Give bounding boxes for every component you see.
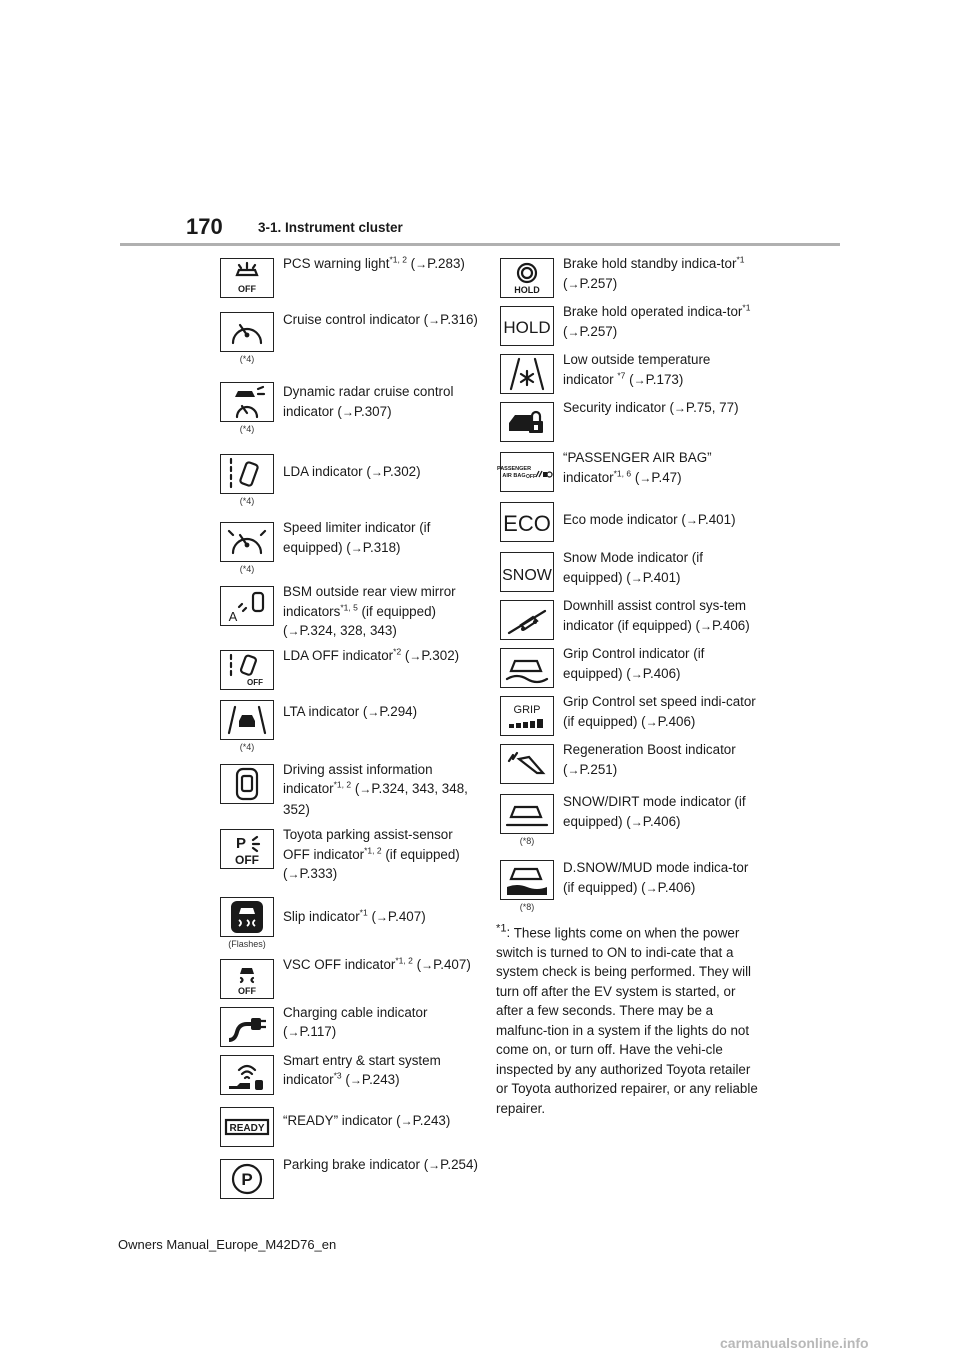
indicator-label: PCS warning light bbox=[283, 256, 390, 271]
dynamic-radar-cruise-icon bbox=[220, 382, 274, 422]
driving-assist-info-icon bbox=[220, 764, 274, 804]
downhill-assist-icon bbox=[500, 600, 554, 640]
dsnow-mud-icon bbox=[500, 860, 554, 900]
indicator-description: VSC OFF indicator$^{*1, 2}$ (→P.407) bbox=[283, 955, 471, 972]
indicator-row bbox=[216, 1003, 478, 1047]
indicator-label: Cruise control indicator bbox=[283, 312, 420, 327]
slip-icon bbox=[220, 897, 274, 937]
footnote-ref: *2 bbox=[393, 646, 402, 657]
indicator-description: PCS warning light$^{*1, 2}$ (→P.283) bbox=[283, 254, 465, 271]
indicator-row bbox=[496, 692, 758, 736]
arrow-icon: → bbox=[367, 704, 380, 719]
svg-text:OFF: OFF bbox=[238, 985, 256, 996]
arrow-icon: → bbox=[428, 313, 441, 327]
arrow-icon: → bbox=[287, 1025, 300, 1039]
page-reference-link[interactable]: P.406 bbox=[657, 879, 691, 895]
icon-note: (*4) bbox=[239, 564, 255, 574]
indicator-row bbox=[216, 254, 478, 298]
svg-text:OFF: OFF bbox=[526, 474, 536, 480]
arrow-icon: → bbox=[375, 909, 388, 924]
page-reference-link[interactable]: P.307 bbox=[353, 403, 388, 419]
indicator-description: LTA indicator (→P.294) bbox=[283, 703, 418, 719]
footnote-text: These lights come on when the power switch is turned to ON to indi-cate that a system check is being performed. They will turn off after the EV system is started, or after a few seconds. There may be a malfunc-tion in a system if the lights do not come on, or turn off. Have the vehi-cle inspected by any authorized Toyota retailer or Toyota authorized repairer, or any reliable repairer. bbox=[496, 925, 758, 1116]
indicator-label: Downhill assist control sys-tem indicator (if equipped) bbox=[563, 598, 747, 633]
indicator-description: SNOW/DIRT mode indicator (if equipped) (→P.406) bbox=[563, 794, 746, 829]
lda-icon bbox=[220, 454, 274, 494]
arrow-icon: → bbox=[287, 624, 300, 638]
page-reference-link[interactable]: P.406 bbox=[711, 617, 746, 633]
indicator-label: LDA indicator bbox=[283, 464, 363, 479]
svg-text:OFF: OFF bbox=[235, 853, 259, 867]
lda-off-icon bbox=[220, 650, 274, 690]
indicator-row bbox=[216, 450, 478, 506]
bsm-mirror-icon bbox=[220, 586, 274, 626]
page-reference-link[interactable]: P.333 bbox=[299, 866, 333, 881]
footnote-ref: *1, 6 bbox=[613, 468, 632, 479]
page-reference-link[interactable]: P.406 bbox=[642, 813, 677, 829]
regeneration-boost-icon bbox=[500, 744, 554, 784]
indicator-label: Eco mode indicator bbox=[563, 512, 678, 527]
icon-note: (*4) bbox=[239, 741, 255, 752]
indicator-description: BSM outside rear view mirror indicators$^{*1, 5}$ (if equipped) (→P.324, 328, 343) bbox=[283, 584, 456, 638]
page-reference-link[interactable]: P.243 bbox=[412, 1112, 446, 1128]
charging-cable-icon bbox=[220, 1007, 274, 1047]
arrow-icon: → bbox=[428, 1157, 441, 1172]
indicator-description: Toyota parking assist-sensor OFF indicator$^{*1, 2}$ (if equipped) (→P.333) bbox=[283, 827, 460, 881]
arrow-icon: → bbox=[370, 465, 383, 479]
indicator-label: Regeneration Boost indicator bbox=[563, 742, 736, 757]
indicator-row bbox=[216, 1103, 478, 1147]
icon-note: (Flashes) bbox=[228, 938, 266, 949]
indicator-description: Regeneration Boost indicator (→P.251) bbox=[563, 742, 736, 777]
indicator-label: Parking brake indicator bbox=[283, 1156, 420, 1172]
indicator-label: “READY” indicator bbox=[283, 1112, 393, 1128]
indicator-row bbox=[496, 498, 758, 542]
indicator-description: Slip indicator$^{*1}$ (→P.407) bbox=[283, 907, 426, 924]
page-reference-link[interactable]: P.251 bbox=[579, 761, 613, 777]
left-column bbox=[216, 254, 478, 1199]
indicator-row bbox=[216, 893, 478, 949]
svg-text:AIR BAG: AIR BAG bbox=[502, 473, 526, 479]
footnote-ref: *1 bbox=[742, 302, 751, 313]
footnote-ref: *7 bbox=[617, 370, 626, 381]
indicator-label: LTA indicator bbox=[283, 703, 360, 719]
indicator-description: Snow Mode indicator (if equipped) (→P.401) bbox=[563, 550, 703, 585]
indicator-row bbox=[216, 955, 478, 999]
indicator-description: Brake hold standby indica-tor$^{*1}$ (→P.257) bbox=[563, 254, 745, 291]
page-reference-link[interactable]: P.401 bbox=[697, 512, 732, 527]
indicator-description: Driving assist information indicator$^{*1, 2}$ (→P.324, 343, 348, 352) bbox=[283, 761, 468, 817]
snow-mode-icon bbox=[500, 552, 554, 592]
page-reference-link[interactable]: P.401 bbox=[642, 569, 677, 585]
indicator-row bbox=[216, 308, 478, 364]
speed-limiter-icon bbox=[220, 522, 274, 562]
brake-hold-standby-icon bbox=[500, 258, 554, 298]
indicator-row bbox=[216, 696, 478, 752]
footnote-ref: *1, 2 bbox=[395, 955, 413, 966]
page-reference-link[interactable]: P.257 bbox=[579, 323, 613, 339]
indicator-description: Dynamic radar cruise control indicator (→P.307) bbox=[283, 384, 454, 419]
indicator-row bbox=[496, 856, 758, 912]
section-title: 3-1. Instrument cluster bbox=[258, 220, 403, 235]
arrow-icon: → bbox=[421, 957, 434, 972]
page-reference-link[interactable]: P.117 bbox=[299, 1024, 332, 1039]
parking-brake-icon bbox=[220, 1159, 274, 1199]
indicator-label: Charging cable indicator bbox=[283, 1004, 428, 1020]
indicator-label: Speed limiter indicator (if equipped) bbox=[283, 520, 431, 555]
indicator-label: D.SNOW/MUD mode indica-tor (if equipped) bbox=[563, 860, 749, 895]
snow-dirt-icon bbox=[500, 794, 554, 834]
arrow-icon: → bbox=[645, 714, 658, 729]
watermark: carmanualsonline.info bbox=[720, 1335, 869, 1351]
indicator-label: SNOW/DIRT mode indicator (if equipped) bbox=[563, 794, 746, 829]
right-column bbox=[496, 254, 758, 1118]
page-reference-link[interactable]: P.407 bbox=[387, 908, 422, 924]
footnote-ref: *1, 2 bbox=[364, 845, 382, 856]
indicator-row bbox=[496, 596, 758, 640]
indicator-description: D.SNOW/MUD mode indica-tor (if equipped) (→P.406) bbox=[563, 860, 749, 895]
page-reference-link[interactable]: P.406 bbox=[642, 665, 677, 681]
icon-note: (*4) bbox=[239, 424, 255, 434]
footnote-ref: *1, 5 bbox=[340, 602, 358, 613]
arrow-icon: → bbox=[409, 648, 422, 663]
indicator-description: Security indicator (→P.75, 77) bbox=[563, 400, 739, 415]
pcs-warning-icon bbox=[220, 258, 274, 298]
indicator-label: Slip indicator bbox=[283, 908, 360, 924]
indicator-row bbox=[496, 302, 758, 346]
security-icon bbox=[500, 402, 554, 442]
indicator-row bbox=[496, 790, 758, 846]
indicator-description: Brake hold operated indica-tor$^{*1}$ (→P.257) bbox=[563, 302, 751, 339]
arrow-icon: → bbox=[633, 372, 646, 387]
indicator-label: Security indicator bbox=[563, 400, 666, 415]
page-reference-link[interactable]: P.75, 77 bbox=[685, 400, 735, 415]
footnote-ref: *1 bbox=[359, 907, 368, 918]
page-reference-link[interactable]: P.254 bbox=[440, 1156, 474, 1172]
page-reference-link[interactable]: P.173 bbox=[645, 371, 679, 387]
indicator-description: “PASSENGER AIR BAG” indicator$^{*1, 6}$ (→P.47) bbox=[563, 450, 712, 485]
indicator-label: “PASSENGER AIR BAG” indicator bbox=[563, 450, 712, 485]
indicator-row bbox=[216, 1155, 478, 1199]
indicator-description: Charging cable indicator (→P.117) bbox=[283, 1004, 428, 1039]
smart-entry-icon bbox=[220, 1055, 274, 1095]
vsc-off-icon bbox=[220, 959, 274, 999]
footnote-ref: *1, 2 bbox=[333, 779, 352, 790]
header-rule bbox=[120, 243, 840, 246]
icon-note: (*4) bbox=[239, 496, 255, 506]
icon-note: (*8) bbox=[519, 836, 535, 846]
page-reference-link[interactable]: P.283 bbox=[427, 256, 461, 271]
page-reference-link[interactable]: P.257 bbox=[579, 275, 613, 291]
indicator-description: Downhill assist control sys-tem indicator (if equipped) (→P.406) bbox=[563, 598, 750, 633]
indicator-row bbox=[496, 398, 758, 442]
indicator-row bbox=[496, 448, 758, 492]
page-reference-link[interactable]: P.47 bbox=[651, 469, 678, 485]
indicator-description: “READY” indicator (→P.243) bbox=[283, 1112, 451, 1128]
page-reference-link[interactable]: P.324, 328, 343 bbox=[299, 623, 393, 638]
arrow-icon: → bbox=[645, 880, 658, 895]
indicator-label: Smart entry & start system indicator bbox=[283, 1052, 441, 1087]
page-reference-link[interactable]: P.324, 343, 348, 352 bbox=[283, 781, 468, 817]
svg-text:ECO: ECO bbox=[503, 511, 551, 536]
arrow-icon: → bbox=[699, 618, 712, 633]
grip-speed-icon bbox=[500, 696, 554, 736]
indicator-label-suffix: (if equipped) bbox=[357, 603, 436, 619]
icon-note: (*4) bbox=[239, 354, 255, 364]
grip-control-icon bbox=[500, 648, 554, 688]
indicator-label: LDA OFF indicator bbox=[283, 647, 394, 663]
footnote-ref: *1, 2 bbox=[389, 254, 407, 265]
svg-text:HOLD: HOLD bbox=[503, 318, 551, 337]
arrow-icon: → bbox=[349, 1073, 362, 1087]
page-reference-link[interactable]: P.318 bbox=[362, 539, 397, 555]
page-reference-link[interactable]: P.294 bbox=[379, 703, 413, 719]
page-reference-link[interactable]: P.243 bbox=[361, 1072, 396, 1087]
indicator-label: Brake hold operated indica-tor bbox=[563, 304, 743, 319]
arrow-icon: → bbox=[639, 470, 652, 485]
svg-text:SNOW: SNOW bbox=[502, 567, 552, 584]
lta-icon bbox=[220, 700, 274, 740]
page-reference-link[interactable]: P.316 bbox=[440, 312, 474, 327]
indicator-row bbox=[496, 644, 758, 688]
indicator-description: LDA indicator (→P.302) bbox=[283, 464, 421, 479]
indicator-label: Brake hold standby indica-tor bbox=[563, 256, 737, 271]
page-reference-link[interactable]: P.407 bbox=[433, 956, 467, 972]
svg-text:HOLD: HOLD bbox=[514, 285, 540, 295]
svg-text:P: P bbox=[235, 835, 247, 852]
indicator-label: Snow Mode indicator (if equipped) bbox=[563, 550, 703, 585]
indicator-row bbox=[216, 378, 478, 434]
svg-text:OFF: OFF bbox=[238, 284, 256, 294]
indicator-description: LDA OFF indicator$^{*2}$ (→P.302) bbox=[283, 646, 460, 663]
arrow-icon: → bbox=[630, 814, 643, 829]
arrow-icon: → bbox=[341, 404, 354, 419]
svg-text:PASSENGER: PASSENGER bbox=[496, 466, 532, 472]
footnote-ref: *1 bbox=[736, 254, 745, 265]
cruise-control-icon bbox=[220, 312, 274, 352]
indicator-label: Toyota parking assist-sensor OFF indicator bbox=[283, 827, 453, 862]
passenger-airbag-icon bbox=[496, 452, 554, 492]
footnote: $^{*1}$: These lights come on when the power switch is turned to ON to indi-cate that a system check is being performed. They will turn off after the EV system is started, or after a few seconds. There may be a malfunc-tion in a system if the lights do not come on, or turn off. Have the vehi-cle inspected by any authorized Toyota retailer or Toyota authorized repairer, or any reliable repairer. bbox=[496, 923, 758, 1116]
ready-icon bbox=[220, 1107, 274, 1147]
indicator-row bbox=[496, 740, 758, 784]
indicator-description: Low outside temperature indicator $^{*7}$ (→P.173) bbox=[563, 352, 711, 387]
page-reference-link[interactable]: P.406 bbox=[657, 713, 691, 729]
indicator-description: Parking brake indicator (→P.254) bbox=[283, 1156, 478, 1172]
arrow-icon: → bbox=[673, 401, 686, 415]
indicator-description: Smart entry & start system indicator$^{*3}$ (→P.243) bbox=[283, 1052, 441, 1087]
indicator-row bbox=[496, 254, 758, 298]
svg-text:P: P bbox=[241, 1169, 253, 1189]
svg-text:OFF: OFF bbox=[247, 677, 263, 687]
svg-text:GRIP: GRIP bbox=[513, 704, 541, 716]
indicator-row bbox=[216, 1051, 478, 1095]
indicator-row bbox=[216, 518, 478, 574]
arrow-icon: → bbox=[415, 257, 428, 271]
footnote-marker: *1 bbox=[496, 923, 507, 935]
eco-mode-icon bbox=[500, 502, 554, 542]
indicator-row bbox=[216, 825, 478, 885]
indicator-row bbox=[496, 548, 758, 592]
low-temperature-icon bbox=[500, 354, 554, 394]
indicator-row bbox=[216, 582, 478, 642]
arrow-icon: → bbox=[359, 782, 372, 796]
arrow-icon: → bbox=[567, 762, 580, 777]
page-reference-link[interactable]: P.302 bbox=[382, 464, 417, 479]
indicator-description: Cruise control indicator (→P.316) bbox=[283, 312, 478, 327]
footnote-ref: *3 bbox=[333, 1070, 342, 1081]
icon-note: (*8) bbox=[519, 902, 535, 912]
arrow-icon: → bbox=[400, 1113, 413, 1128]
indicator-description: Grip Control set speed indi-cator (if equipped) (→P.406) bbox=[563, 694, 756, 729]
indicator-description: Grip Control indicator (if equipped) (→P.406) bbox=[563, 646, 705, 681]
page-reference-link[interactable]: P.302 bbox=[421, 647, 455, 663]
parking-assist-off-icon bbox=[220, 829, 274, 869]
svg-text:READY: READY bbox=[229, 1122, 265, 1134]
indicator-label-suffix: (if equipped) bbox=[381, 846, 460, 862]
footer-manual-id: Owners Manual_Europe_M42D76_en bbox=[118, 1237, 337, 1252]
indicator-label: Grip Control set speed indi-cator (if equipped) bbox=[563, 694, 756, 729]
arrow-icon: → bbox=[287, 867, 300, 881]
indicator-description: Eco mode indicator (→P.401) bbox=[563, 512, 736, 527]
indicator-row bbox=[496, 350, 758, 394]
svg-text:A: A bbox=[228, 609, 238, 624]
indicator-row bbox=[216, 646, 478, 690]
arrow-icon: → bbox=[567, 324, 580, 339]
arrow-icon: → bbox=[630, 666, 643, 681]
indicator-row bbox=[216, 760, 478, 820]
indicator-label: Driving assist information indicator bbox=[283, 761, 433, 796]
indicator-label: VSC OFF indicator bbox=[283, 956, 396, 972]
arrow-icon: → bbox=[567, 276, 580, 291]
page-number: 170 bbox=[186, 214, 223, 239]
indicator-label: Dynamic radar cruise control indicator bbox=[283, 384, 454, 419]
indicator-label: BSM outside rear view mirror indicators bbox=[283, 584, 456, 619]
arrow-icon: → bbox=[350, 540, 363, 555]
arrow-icon: → bbox=[630, 570, 643, 585]
indicator-label: Grip Control indicator (if equipped) bbox=[563, 646, 705, 681]
arrow-icon: → bbox=[685, 513, 698, 527]
indicator-label: Low outside temperature indicator bbox=[563, 352, 711, 387]
brake-hold-operated-icon bbox=[500, 306, 554, 346]
indicator-description: Speed limiter indicator (if equipped) (→P.318) bbox=[283, 520, 431, 555]
